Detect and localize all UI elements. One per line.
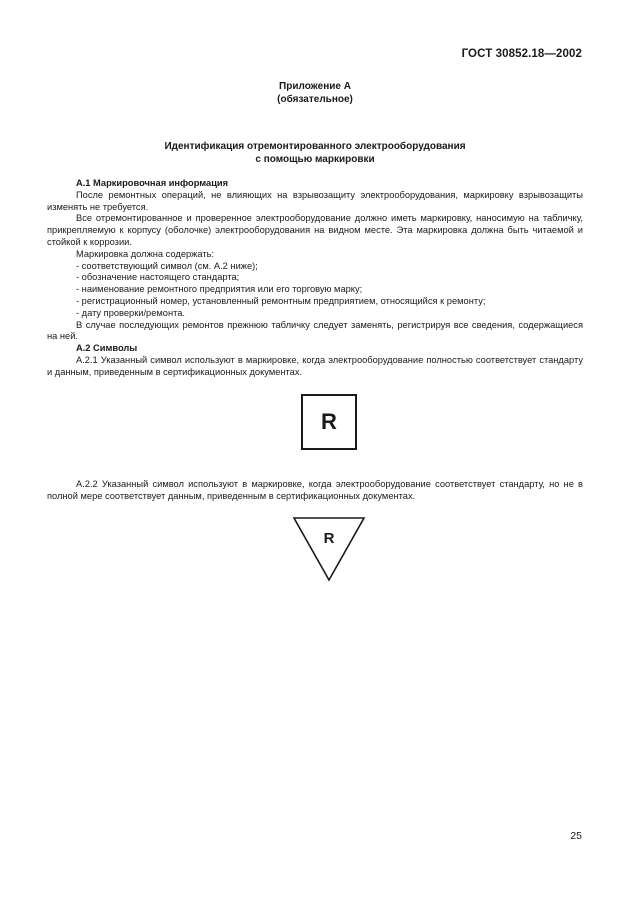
list-item: - обозначение настоящего стандарта;: [76, 272, 240, 283]
section-title-line2: с помощью маркировки: [255, 154, 375, 165]
a1-paragraph-1: После ремонтных операций, не влияющих на взрывозащиту электрооборудования, маркировку взрывозащиты изменять не требуется.: [47, 189, 583, 212]
symbol-letter: R: [321, 409, 337, 434]
a1-paragraph-2: Все отремонтированное и проверенное электрооборудование должно иметь маркировку, наносимую на табличку, прикрепляемую к корпусу (оболочке) электрооборудования на видном месте. Эта маркировка должна быть читаемой и стойкой к коррозии.: [47, 213, 583, 247]
triangle-outline: [294, 518, 364, 580]
repair-symbol-square: [301, 394, 357, 450]
triangle-symbol-graphic: [292, 516, 366, 582]
section-a1: [47, 178, 583, 379]
a1-paragraph-3: Маркировка должна содержать:: [76, 248, 215, 259]
list-item: - дату проверки/ремонта.: [76, 307, 186, 318]
page-number: 25: [570, 830, 582, 842]
list-item: - наименование ремонтного предприятия или его торговую марку;: [76, 284, 363, 295]
standard-code: ГОСТ 30852.18—2002: [461, 48, 582, 60]
a2-heading: А.2 Символы: [76, 343, 138, 354]
a2-paragraph-2: А.2.2 Указанный символ используют в маркировке, когда электрооборудование соответствует стандарту, но не в полной мере соответствует данным, приведенным в сертификационных документах.: [47, 479, 583, 501]
a1-heading: А.1 Маркировочная информация: [76, 178, 229, 188]
a1-paragraph-4: В случае последующих ремонтов прежнюю табличку следует заменять, регистрируя все сведения, содержащиеся на ней.: [47, 319, 583, 342]
section-title-line1: Идентификация отремонтированного электрооборудования: [164, 141, 466, 152]
appendix-title: Приложение А: [279, 81, 351, 92]
list-item: - соответствующий символ (см. А.2 ниже);: [76, 260, 258, 271]
section-title: [0, 140, 630, 166]
section-a2-2: [47, 479, 583, 503]
symbol-letter: R: [323, 530, 335, 547]
appendix-status: (обязательное): [277, 94, 353, 105]
repair-symbol-triangle: [292, 516, 366, 582]
list-item: - регистрационный номер, установленный ремонтным предприятием, относящийся к ремонту;: [76, 295, 486, 306]
appendix-heading: [0, 80, 630, 106]
a2-paragraph-1: А.2.1 Указанный символ используют в маркировке, когда электрооборудование полностью соответствует стандарту и данным, приведенным в сертификационных документах.: [47, 354, 583, 377]
